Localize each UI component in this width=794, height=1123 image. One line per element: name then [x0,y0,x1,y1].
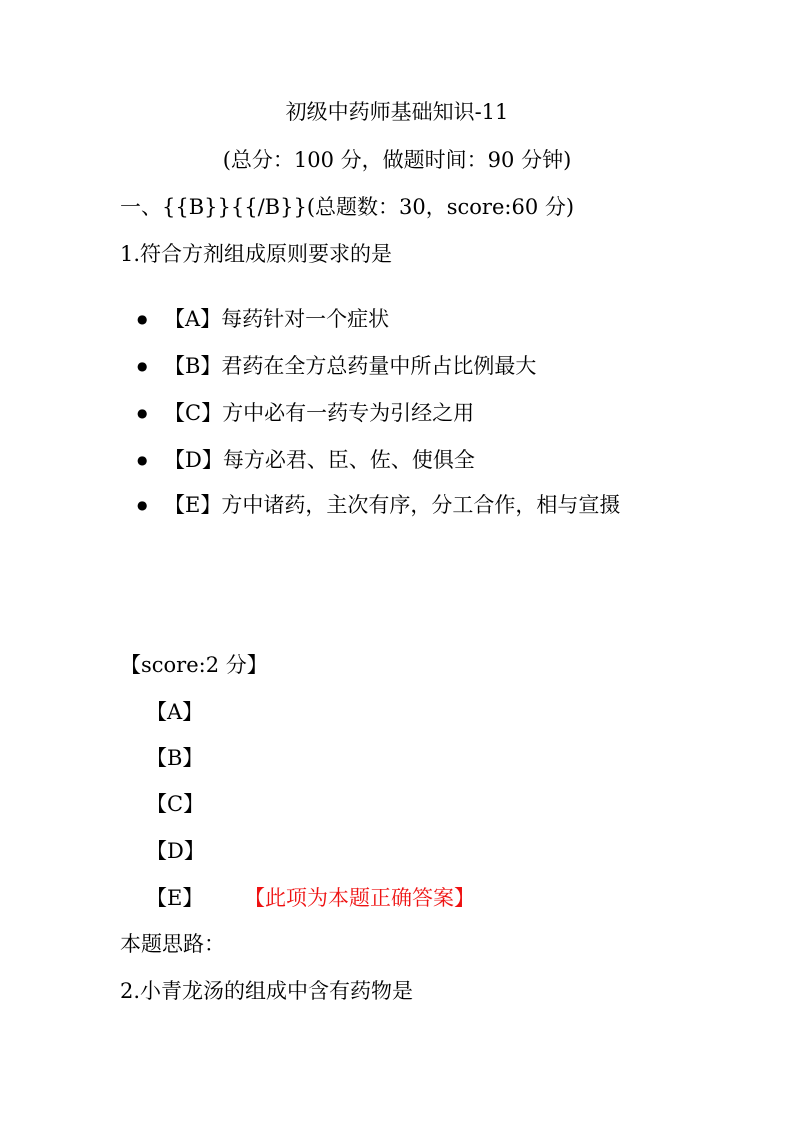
option-text: 【B】君药在全方总药量中所占比例最大 [164,354,537,378]
answer-option-d: 【D】 [146,839,205,863]
option-text: 【A】每药针对一个症状 [164,307,390,331]
bullet-icon: ● [137,453,148,467]
question-1-option-b [137,343,680,390]
explanation-label: 本题思路： [120,932,225,956]
bullet-icon: ● [137,359,148,373]
question-1-score: 【score:2 分】 [120,653,268,677]
option-text: 【C】方中必有一药专为引经之用 [164,401,475,425]
answer-option-c: 【C】 [146,792,205,816]
answer-option-a: 【A】 [146,700,204,724]
answer-option-e [146,883,475,913]
question-1-option-c [137,390,680,437]
correct-answer-mark: 【此项为本题正确答案】 [244,886,476,910]
question-2-stem: 2.小青龙汤的组成中含有药物是 [120,979,414,1003]
bullet-icon: ● [137,406,148,420]
exam-subtitle: (总分：100 分，做题时间：90 分钟) [222,148,572,172]
question-1-option-d [137,437,680,484]
answer-option-e-label: 【E】 [146,886,204,910]
bullet-icon: ● [137,498,148,512]
bullet-icon: ● [137,312,148,326]
question-1-option-a [137,296,680,343]
option-text: 【D】每方必君、臣、佐、使俱全 [164,448,475,472]
question-1-stem: 1.符合方剂组成原则要求的是 [120,242,393,266]
exam-title: 初级中药师基础知识-11 [285,100,509,124]
answer-option-b: 【B】 [146,746,204,770]
question-1-option-e [137,482,680,529]
option-text: 【E】方中诸药，主次有序，分工合作，相与宣摄 [164,493,621,517]
section-heading: 一、{{B}}{{/B}}(总题数：30，score:60 分) [120,195,575,219]
